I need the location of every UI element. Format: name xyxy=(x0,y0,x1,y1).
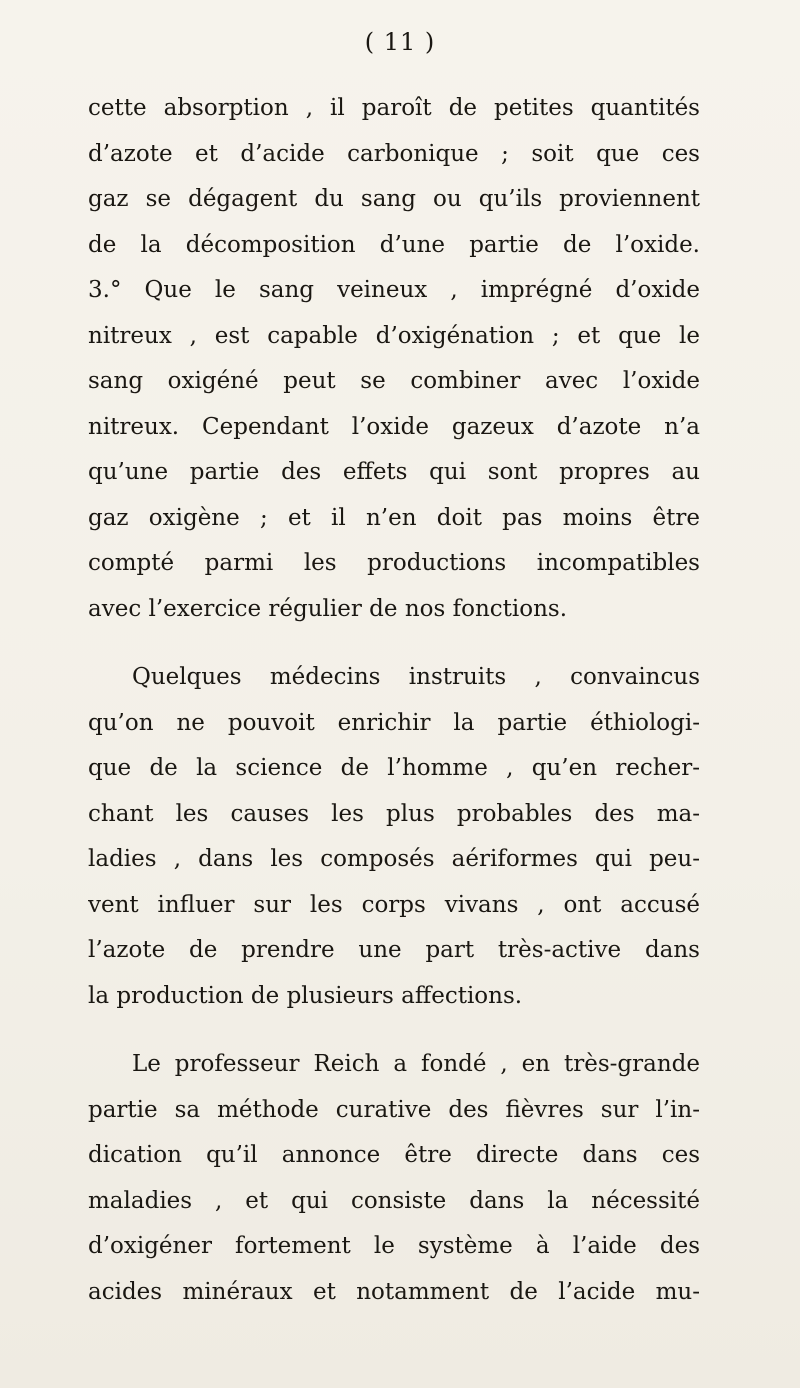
text-line: qu’une partie des effets qui sont propres au xyxy=(88,459,700,485)
text-line: acides minéraux et notamment de l’acide mu- xyxy=(88,1278,700,1305)
text-line: Le professeur Reich a fondé , en très-grande xyxy=(132,1051,700,1077)
text-line: d’oxigéner fortement le système à l’aide des xyxy=(88,1233,700,1259)
paragraph-2 xyxy=(88,655,700,1019)
text-line: chant les causes les plus probables des ma- xyxy=(88,800,700,827)
text-line: maladies , et qui consiste dans la nécessité xyxy=(88,1187,700,1214)
text-line: gaz se dégagent du sang ou qu’ils proviennent xyxy=(88,186,700,212)
text-line: 3.° Que le sang veineux , imprégné d’oxide xyxy=(88,277,700,303)
paragraph-1 xyxy=(88,86,700,632)
text-line: qu’on ne pouvoit enrichir la partie éthiologi- xyxy=(88,709,700,736)
text-line: la production de plusieurs affections. xyxy=(88,982,523,1009)
text-line: nitreux. Cependant l’oxide gazeux d’azote n’a xyxy=(88,413,700,440)
text-line: avec l’exercice régulier de nos fonctions. xyxy=(88,595,568,622)
text-line: partie sa méthode curative des fièvres sur l’in- xyxy=(88,1096,700,1123)
paragraph-3 xyxy=(88,1042,700,1315)
text-line: l’azote de prendre une part très-active dans xyxy=(88,937,700,963)
text-line: ladies , dans les composés aériformes qui peu- xyxy=(88,846,700,872)
text-line: Quelques médecins instruits , convaincus xyxy=(132,664,700,690)
text-line: que de la science de l’homme , qu’en recher- xyxy=(88,755,700,781)
text-line: compté parmi les productions incompatibles xyxy=(88,550,700,576)
page-number-header: ( 11 ) xyxy=(364,28,436,56)
text-line: gaz oxigène ; et il n’en doit pas moins être xyxy=(88,504,700,531)
body-text xyxy=(88,86,700,1315)
text-line: de la décomposition d’une partie de l’oxide. xyxy=(88,231,700,258)
text-line: nitreux , est capable d’oxigénation ; et que le xyxy=(88,322,700,349)
text-line: d’azote et d’acide carbonique ; soit que ces xyxy=(88,140,700,167)
text-line: sang oxigéné peut se combiner avec l’oxide xyxy=(88,368,700,394)
text-line: cette absorption , il paroît de petites quantités xyxy=(88,95,700,121)
text-line: vent influer sur les corps vivans , ont accusé xyxy=(88,891,700,918)
text-line: dication qu’il annonce être directe dans ces xyxy=(88,1142,700,1168)
